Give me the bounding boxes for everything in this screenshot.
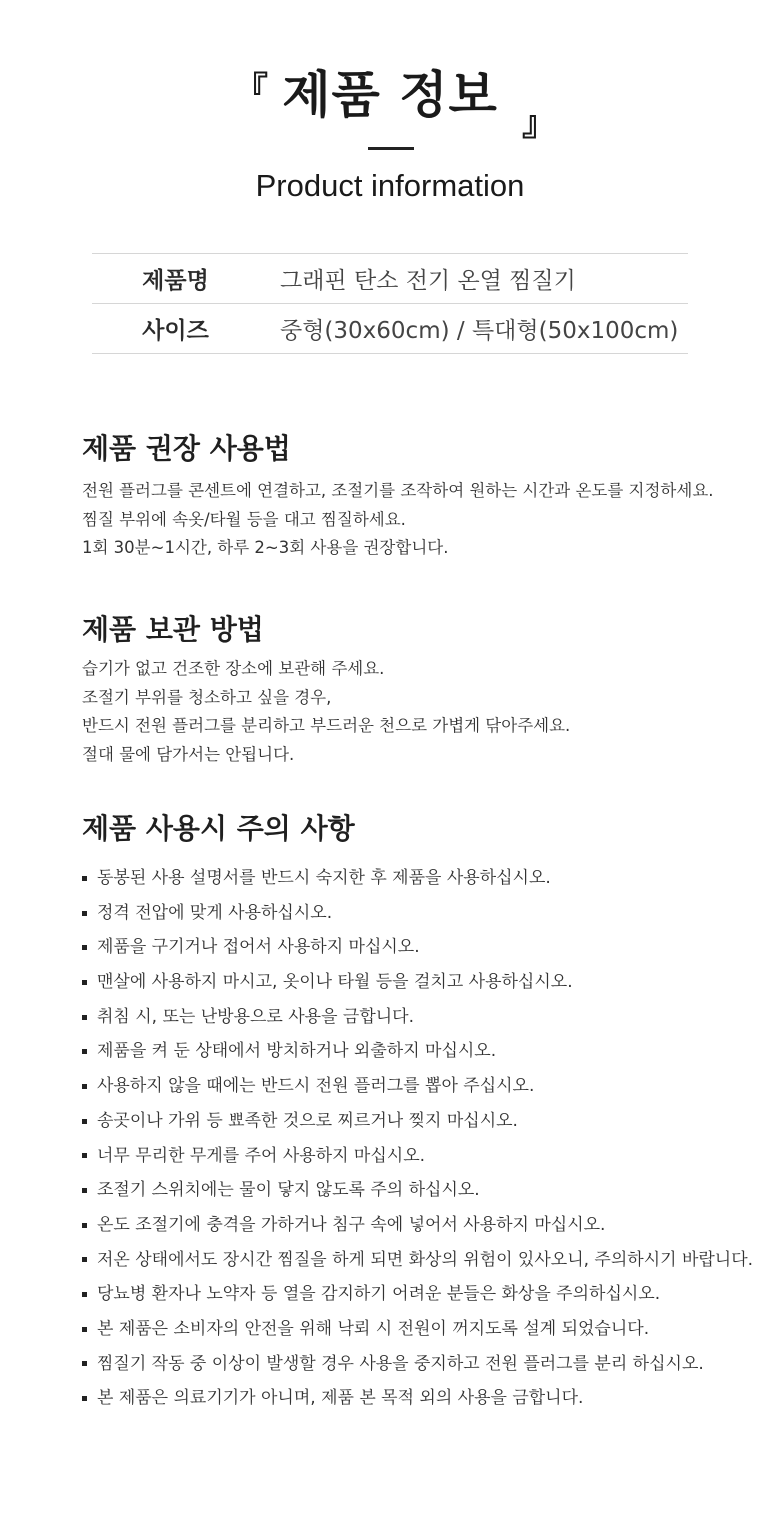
usage-heading: 제품 권장 사용법 bbox=[82, 432, 291, 465]
size-value: 중형(30x60cm) / 특대형(50x100cm) bbox=[259, 304, 688, 354]
caution-list bbox=[82, 861, 753, 1416]
bullet-icon bbox=[82, 980, 87, 985]
list-item: 본 제품은 의료기기가 아니며, 제품 본 목적 외의 사용을 금합니다. bbox=[82, 1381, 753, 1416]
product-info-table bbox=[92, 253, 688, 354]
size-label: 사이즈 bbox=[92, 304, 259, 354]
bullet-icon bbox=[82, 876, 87, 881]
bullet-icon bbox=[82, 1015, 87, 1020]
list-item: 취침 시, 또는 난방용으로 사용을 금합니다. bbox=[82, 1000, 753, 1035]
bullet-icon bbox=[82, 1153, 87, 1158]
bullet-icon bbox=[82, 1049, 87, 1054]
bullet-icon bbox=[82, 1396, 87, 1401]
product-name-value: 그래핀 탄소 전기 온열 찜질기 bbox=[259, 254, 688, 304]
title-bracket-open: 『 bbox=[234, 70, 268, 110]
usage-line: 찜질 부위에 속옷/타월 등을 대고 찜질하세요. bbox=[82, 509, 406, 529]
list-item: 조절기 스위치에는 물이 닿지 않도록 주의 하십시오. bbox=[82, 1173, 753, 1208]
usage-line: 전원 플러그를 콘센트에 연결하고, 조절기를 조작하여 원하는 시간과 온도를 지정하세요. bbox=[82, 481, 714, 500]
list-item: 동봉된 사용 설명서를 반드시 숙지한 후 제품을 사용하십시오. bbox=[82, 861, 753, 896]
caution-heading: 제품 사용시 주의 사항 bbox=[82, 812, 355, 845]
list-item: 본 제품은 소비자의 안전을 위해 낙뢰 시 전원이 꺼지도록 설계 되었습니다. bbox=[82, 1312, 753, 1347]
list-item: 제품을 켜 둔 상태에서 방치하거나 외출하지 마십시오. bbox=[82, 1034, 753, 1069]
table-row bbox=[92, 254, 688, 304]
title-bracket-close: 』 bbox=[522, 104, 556, 144]
list-item: 당뇨병 환자나 노약자 등 열을 감지하기 어려운 분들은 화상을 주의하십시오. bbox=[82, 1277, 753, 1312]
bullet-icon bbox=[82, 1188, 87, 1193]
bullet-icon bbox=[82, 1327, 87, 1332]
page-title: 제품 정보 bbox=[282, 66, 498, 124]
page-subtitle: Product information bbox=[255, 168, 525, 203]
bullet-icon bbox=[82, 1257, 87, 1262]
storage-line: 절대 물에 담가서는 안됩니다. bbox=[82, 744, 295, 764]
usage-text bbox=[82, 477, 714, 563]
storage-line: 반드시 전원 플러그를 분리하고 부드러운 천으로 가볍게 닦아주세요. bbox=[82, 716, 571, 735]
table-row bbox=[92, 304, 688, 354]
bullet-icon bbox=[82, 1084, 87, 1089]
storage-heading: 제품 보관 방법 bbox=[82, 613, 264, 646]
bullet-icon bbox=[82, 1292, 87, 1297]
list-item: 송곳이나 가위 등 뾰족한 것으로 찌르거나 찢지 마십시오. bbox=[82, 1104, 753, 1139]
list-item: 온도 조절기에 충격을 가하거나 침구 속에 넣어서 사용하지 마십시오. bbox=[82, 1208, 753, 1243]
storage-line: 습기가 없고 건조한 장소에 보관해 주세요. bbox=[82, 659, 385, 678]
bullet-icon bbox=[82, 945, 87, 950]
storage-text bbox=[82, 655, 570, 769]
bullet-icon bbox=[82, 1223, 87, 1228]
usage-line: 1회 30분~1시간, 하루 2~3회 사용을 권장합니다. bbox=[82, 538, 449, 557]
bullet-icon bbox=[82, 911, 87, 916]
list-item: 저온 상태에서도 장시간 찜질을 하게 되면 화상의 위험이 있사오니, 주의하시기 바랍니다. bbox=[82, 1243, 753, 1278]
title-divider bbox=[368, 147, 414, 150]
list-item: 맨살에 사용하지 마시고, 옷이나 타월 등을 걸치고 사용하십시오. bbox=[82, 965, 753, 1000]
product-name-label: 제품명 bbox=[92, 254, 259, 304]
storage-line: 조절기 부위를 청소하고 싶을 경우, bbox=[82, 687, 332, 707]
list-item: 정격 전압에 맞게 사용하십시오. bbox=[82, 896, 753, 931]
bullet-icon bbox=[82, 1361, 87, 1366]
bullet-icon bbox=[82, 1119, 87, 1124]
list-item: 사용하지 않을 때에는 반드시 전원 플러그를 뽑아 주십시오. bbox=[82, 1069, 753, 1104]
list-item: 제품을 구기거나 접어서 사용하지 마십시오. bbox=[82, 930, 753, 965]
list-item: 찜질기 작동 중 이상이 발생할 경우 사용을 중지하고 전원 플러그를 분리 하십시오. bbox=[82, 1347, 753, 1382]
list-item: 너무 무리한 무게를 주어 사용하지 마십시오. bbox=[82, 1139, 753, 1174]
